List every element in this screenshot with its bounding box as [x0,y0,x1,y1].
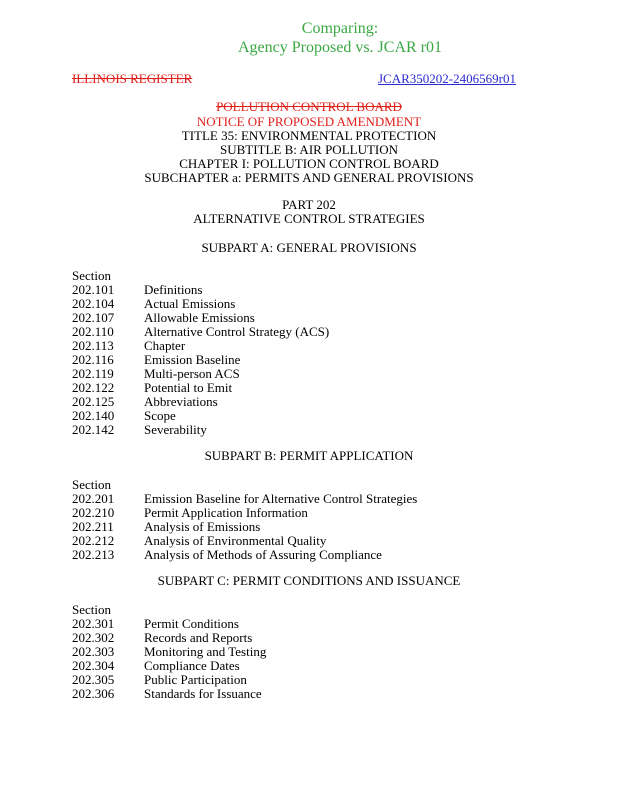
section-title: Standards for Issuance [144,686,262,701]
section-row [72,506,308,520]
section-title: Definitions [144,282,203,297]
section-title: Monitoring and Testing [144,644,267,659]
section-number: 202.125 [72,394,115,409]
section-title: Allowable Emissions [144,310,255,325]
section-row [72,395,218,409]
section-number: 202.210 [72,505,115,520]
section-label: Section [72,477,111,492]
section-title: Multi-person ACS [144,366,240,381]
comparison-title: Comparing: [301,20,379,37]
section-row [72,423,207,437]
section-title: Analysis of Environmental Quality [144,533,327,548]
jcar-reference-link[interactable]: JCAR350202-2406569r01 [378,71,516,86]
section-title: Compliance Dates [144,658,240,673]
section-number: 202.306 [72,686,115,701]
section-number: 202.110 [72,324,114,339]
part-number: PART 202 [282,197,336,212]
section-number: 202.119 [72,366,114,381]
section-row [72,659,240,673]
section-row [72,492,417,506]
section-number: 202.122 [72,380,115,395]
section-row [72,548,382,562]
section-row [72,617,239,631]
section-title: Abbreviations [144,394,218,409]
section-number: 202.201 [72,491,115,506]
section-title: Severability [144,422,207,437]
section-number: 202.113 [72,338,114,353]
section-number: 202.211 [72,519,114,534]
section-title: Chapter [144,338,186,353]
part-title: ALTERNATIVE CONTROL STRATEGIES [193,211,425,226]
section-title: Records and Reports [144,630,253,645]
section-label: Section [72,268,111,283]
section-row [72,325,329,339]
section-number: 202.104 [72,296,115,311]
section-title: Emission Baseline for Alternative Control Strategies [144,491,418,506]
section-number: 202.213 [72,547,115,562]
section-number: 202.101 [72,282,115,297]
section-title: Permit Application Information [144,505,308,520]
section-number: 202.301 [72,616,115,631]
register-header: ILLINOIS REGISTER [72,71,193,86]
section-row [72,339,185,353]
board-name-struck: POLLUTION CONTROL BOARD [216,99,402,114]
section-row [72,534,326,548]
section-title: Potential to Emit [144,380,233,395]
section-number: 202.304 [72,658,115,673]
chapter-line: CHAPTER I: POLLUTION CONTROL BOARD [179,156,439,171]
section-number: 202.107 [72,310,115,325]
section-title: Analysis of Methods of Assuring Compliance [144,547,382,562]
section-row [72,409,176,423]
section-number: 202.305 [72,672,115,687]
section-row [72,283,203,297]
subchapter-line: SUBCHAPTER a: PERMITS AND GENERAL PROVISIONS [144,170,474,185]
title-line: TITLE 35: ENVIRONMENTAL PROTECTION [181,128,437,143]
section-row [72,673,247,687]
section-row [72,297,235,311]
section-title: Emission Baseline [144,352,241,367]
section-title: Analysis of Emissions [144,519,261,534]
section-row [72,520,260,534]
section-number: 202.303 [72,644,115,659]
subpart-heading: SUBPART C: PERMIT CONDITIONS AND ISSUANCE [157,573,461,588]
section-title: Permit Conditions [144,616,239,631]
section-title: Alternative Control Strategy (ACS) [144,324,330,339]
comparison-subtitle: Agency Proposed vs. JCAR r01 [238,39,442,56]
section-title: Scope [144,408,176,423]
section-row [72,311,255,325]
section-number: 202.302 [72,630,115,645]
notice-heading: NOTICE OF PROPOSED AMENDMENT [196,114,422,129]
section-number: 202.212 [72,533,115,548]
subpart-heading: SUBPART A: GENERAL PROVISIONS [201,240,417,255]
section-row [72,353,240,367]
section-title: Public Participation [144,672,247,687]
section-row [72,687,262,701]
section-label: Section [72,602,111,617]
section-row [72,645,266,659]
section-title: Actual Emissions [144,296,236,311]
subtitle-line: SUBTITLE B: AIR POLLUTION [219,142,399,157]
section-number: 202.142 [72,422,115,437]
section-row [72,381,232,395]
section-number: 202.140 [72,408,115,423]
section-number: 202.116 [72,352,114,367]
subpart-heading: SUBPART B: PERMIT APPLICATION [204,448,414,463]
section-row [72,367,240,381]
section-row [72,631,252,645]
